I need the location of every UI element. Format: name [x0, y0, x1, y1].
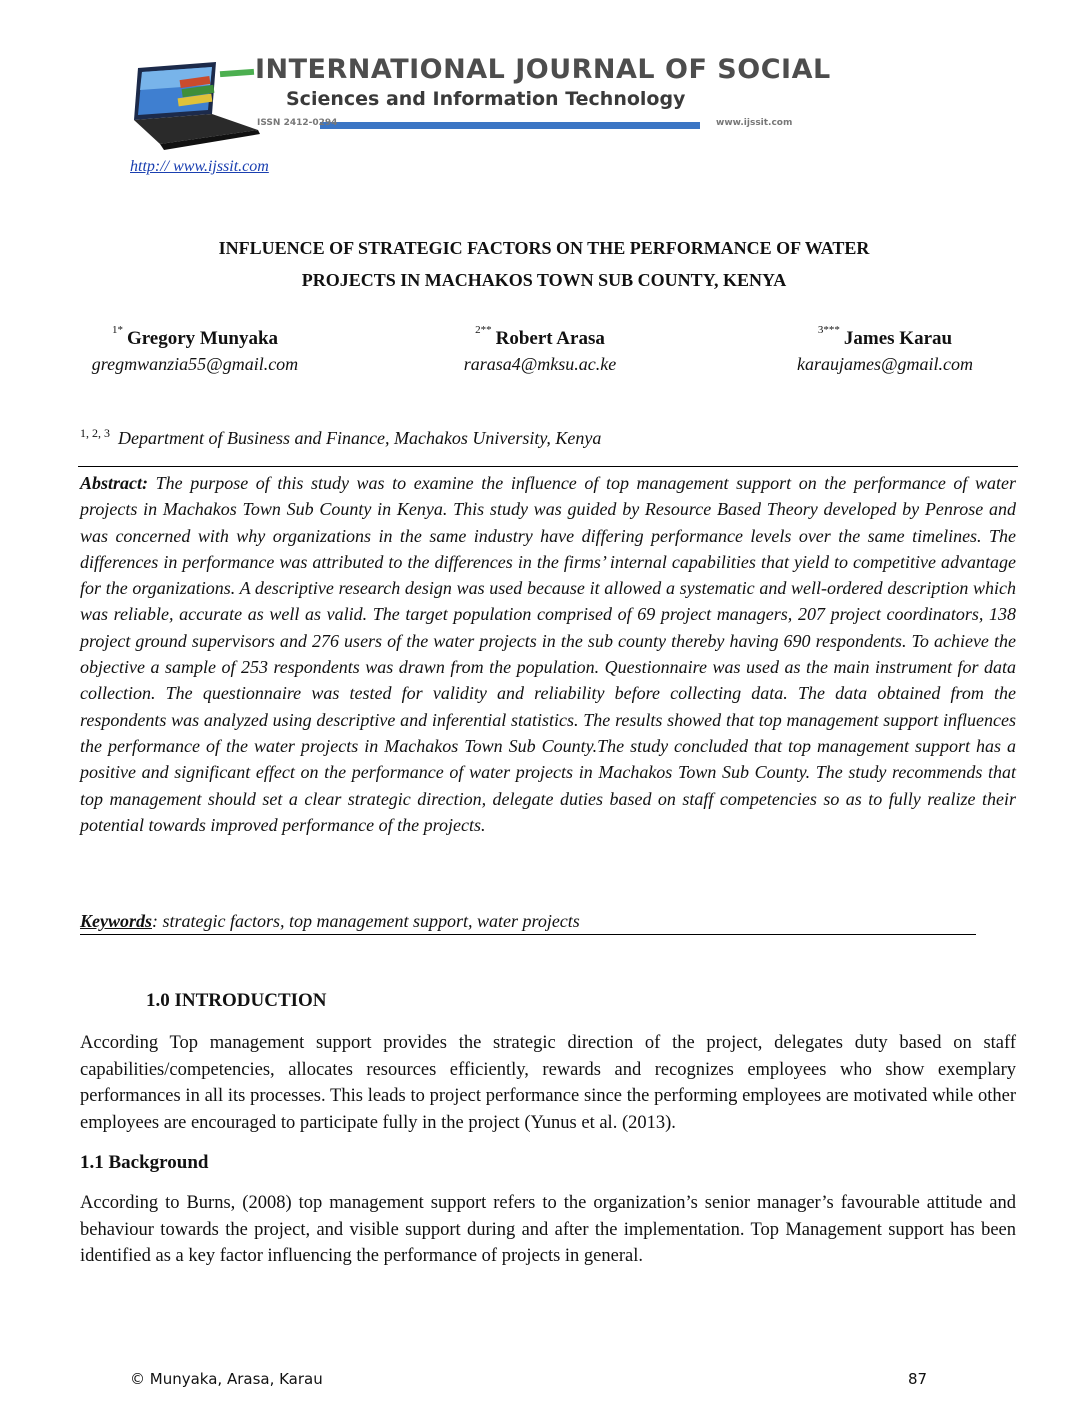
- masthead-bar: [320, 122, 700, 129]
- page-number: 87: [908, 1370, 928, 1388]
- author-mark: 3***: [817, 324, 840, 336]
- introduction-heading: 1.0 INTRODUCTION: [146, 990, 327, 1011]
- affiliation: $^{1, 2, 3}$ Department of Business and Finance, Machakos University, Kenya: [80, 426, 602, 448]
- affiliation-mark: 1, 2, 3: [80, 426, 110, 440]
- journal-subtitle: Sciences and Information Technology: [286, 88, 686, 110]
- background-heading: 1.1 Background: [80, 1152, 209, 1173]
- author-email: karaujames@gmail.com: [796, 354, 974, 374]
- laptop-books-logo: [120, 60, 270, 152]
- abstract-label: Abstract:: [80, 473, 149, 493]
- author-name: $^{3***}$ James Karau: [817, 324, 953, 349]
- author-mark: 1*: [111, 324, 123, 336]
- journal-title: INTERNATIONAL JOURNAL OF SOCIAL: [255, 54, 831, 85]
- author-mark: 2**: [475, 324, 492, 336]
- abstract: [80, 470, 1016, 838]
- author-email: gregmwanzia55@gmail.com: [91, 354, 299, 374]
- author-email: rarasa4@mksu.ac.ke: [463, 354, 617, 374]
- paper-title: [80, 232, 1008, 296]
- author-block: [45, 324, 345, 375]
- author-block: [735, 324, 1035, 375]
- keywords-label: Keywords: [80, 911, 152, 931]
- keywords: [80, 909, 976, 935]
- background-paragraph: According to Burns, (2008) top management support refers to the organization’s senior manager’s favourable attitude and behaviour towards the project, and visible support during and after the implementation. Top Management support has been identified as a key factor influencing the performance of projects in general.: [80, 1193, 1016, 1266]
- keywords-text: : strategic factors, top management support, water projects: [152, 911, 580, 931]
- footer-copyright: © Munyaka, Arasa, Karau: [130, 1370, 323, 1388]
- journal-link[interactable]: http:// www.ijssit.com: [130, 158, 269, 175]
- journal-issn: ISSN 2412-0294: [257, 118, 338, 128]
- introduction-paragraph: According Top management support provides the strategic direction of the project, delegates duty based on staff capabilities/competencies, allocates resources efficiently, rewards and recognizes employees who show exemplary performances in all its processes. This leads to project performance since the performing employees are motivated while other employees are encouraged to participate fully in the project (Yunus et al. (2013).: [80, 1033, 1016, 1133]
- abstract-top-rule: [78, 466, 1018, 467]
- paper-title-line-1: INFLUENCE OF STRATEGIC FACTORS ON THE PERFORMANCE OF WATER: [218, 238, 870, 258]
- author-name: $^{2**}$ Robert Arasa: [475, 324, 605, 349]
- abstract-text: The purpose of this study was to examine the influence of top management support on the performance of water projects in Machakos Town Sub County in Kenya. This study was guided by Resource Based Theory developed by Penrose and was concerned with why organizations in the same industry have differing performance levels over the same timelines. The differences in performance was attributed to the differences in the firms’ internal capabilities that yield to competitive advantage for the organizations. A descriptive research design was used because it allowed a systematic and well-ordered description which was reliable, accurate as well as valid. The target population comprised of 69 project managers, 207 project coordinators, 138 project ground supervisors and 276 users of the water projects in the sub county thereby having 690 respondents. To achieve the objective a sample of 253 respondents was drawn from the population. Questionnaire was used as the main instrument for data collection. The questionnaire was tested for validity and reliability before collecting data. The data obtained from the respondents was analyzed using descriptive and inferential statistics. The results showed that top management support influences the performance of the water projects in Machakos Town Sub County.The study concluded that top management support has a positive and significant effect on the performance of water projects in Machakos Town Sub County. The study recommends that top management should set a clear strategic direction, delegate duties based on staff competencies so as to fully realize their potential towards improved performance of the projects.: [80, 473, 1017, 835]
- journal-website: www.ijssit.com: [716, 118, 793, 128]
- paper-title-line-2: PROJECTS IN MACHAKOS TOWN SUB COUNTY, KENYA: [301, 270, 787, 290]
- author-name: $^{1*}$ Gregory Munyaka: [111, 324, 279, 349]
- journal-masthead: [120, 52, 850, 152]
- author-block: [390, 324, 690, 375]
